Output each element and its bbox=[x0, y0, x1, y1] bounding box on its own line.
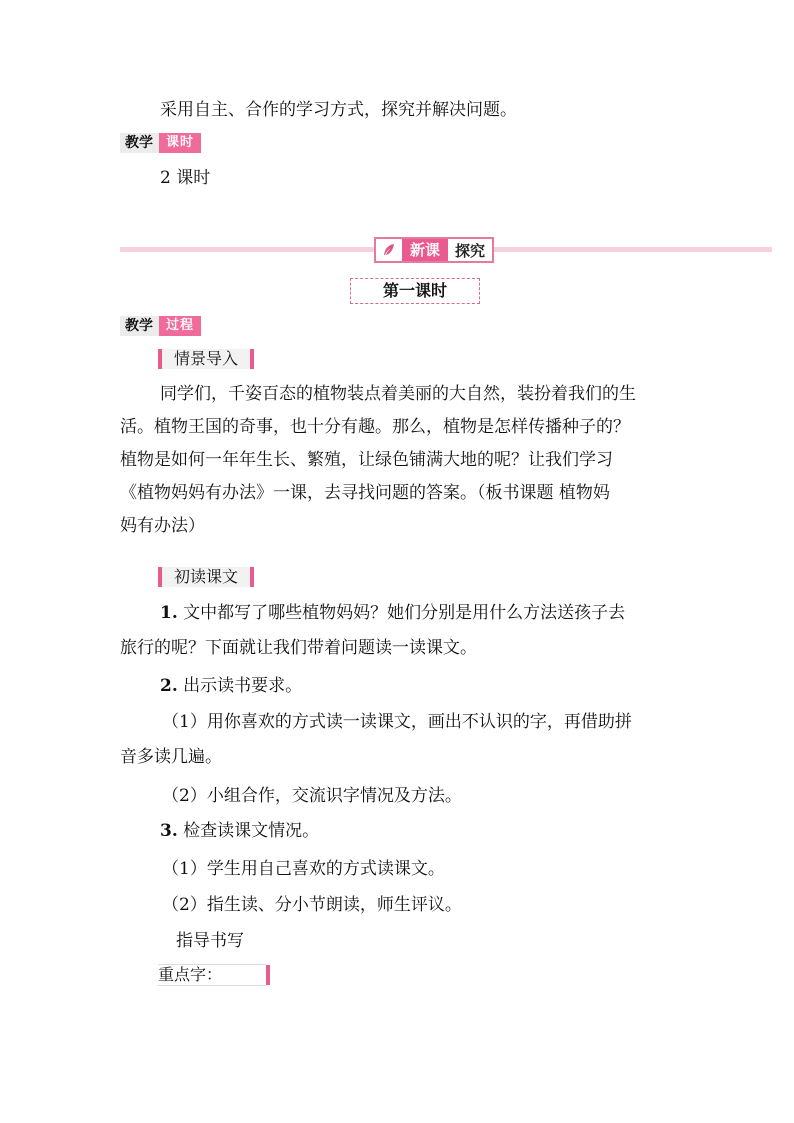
feather-icon bbox=[376, 239, 402, 261]
item-number: 2. bbox=[160, 676, 178, 696]
tag-teaching-hours bbox=[120, 133, 201, 153]
intro-line: 采用自主、合作的学习方式，探究并解决问题。 bbox=[160, 100, 517, 120]
paragraph-line: 同学们，千姿百态的植物装点着美丽的大自然，装扮着我们的生 bbox=[160, 384, 636, 404]
banner-sub-label: 探究 bbox=[455, 241, 486, 260]
heading-bar bbox=[250, 349, 254, 369]
lesson-title: 第一课时 bbox=[350, 278, 480, 304]
heading-text: 情景导入 bbox=[162, 349, 250, 369]
tag-right: 课时 bbox=[159, 133, 201, 153]
section-heading-writing: 指导书写 bbox=[176, 931, 244, 951]
heading-bar bbox=[266, 965, 270, 985]
list-item-1 bbox=[160, 597, 625, 630]
sub-item-line: （1）学生用自己喜欢的方式读课文。 bbox=[162, 859, 445, 879]
list-item-3 bbox=[160, 815, 319, 848]
key-chars-label: 重点字： bbox=[158, 964, 266, 986]
sub-item-line: 音多读几遍。 bbox=[120, 747, 222, 767]
heading-text: 初读课文 bbox=[162, 567, 250, 587]
paragraph-line: 活。植物王国的奇事，也十分有趣。那么，植物是怎样传播种子的？ bbox=[120, 417, 630, 437]
sub-item-line: （2）指生读、分小节朗读，师生评议。 bbox=[162, 895, 462, 915]
paragraph-line: 《植物妈妈有办法》一课，去寻找问题的答案。（板书课题 植物妈 bbox=[120, 483, 610, 503]
key-chars-row bbox=[158, 965, 270, 985]
hours-text: 2 课时 bbox=[160, 168, 211, 188]
paragraph-line: 妈有办法） bbox=[120, 516, 205, 536]
new-lesson-banner bbox=[374, 237, 494, 263]
section-heading-first-reading bbox=[158, 567, 254, 587]
tag-left: 教学 bbox=[120, 316, 159, 336]
paragraph-line: 旅行的呢？下面就让我们带着问题读一读课文。 bbox=[120, 638, 477, 658]
section-heading-intro bbox=[158, 349, 254, 369]
tag-right: 过程 bbox=[159, 316, 201, 336]
heading-bar bbox=[250, 567, 254, 587]
item-text: 检查读课文情况。 bbox=[183, 821, 320, 841]
sub-item-line: （2）小组合作，交流识字情况及方法。 bbox=[162, 786, 462, 806]
list-item-2 bbox=[160, 670, 302, 703]
sub-item-line: （1）用你喜欢的方式读一读课文，画出不认识的字，再借助拼 bbox=[162, 712, 632, 732]
banner-main-label: 新课 bbox=[402, 239, 448, 261]
paragraph-line: 植物是如何一年年生长、繁殖，让绿色铺满大地的呢？让我们学习 bbox=[120, 450, 613, 470]
item-text: 出示读书要求。 bbox=[183, 676, 303, 696]
tag-teaching-process bbox=[120, 316, 201, 336]
item-text: 文中都写了哪些植物妈妈？她们分别是用什么方法送孩子去 bbox=[183, 603, 626, 623]
tag-left: 教学 bbox=[120, 133, 159, 153]
item-number: 1. bbox=[160, 603, 178, 623]
item-number: 3. bbox=[160, 821, 178, 841]
